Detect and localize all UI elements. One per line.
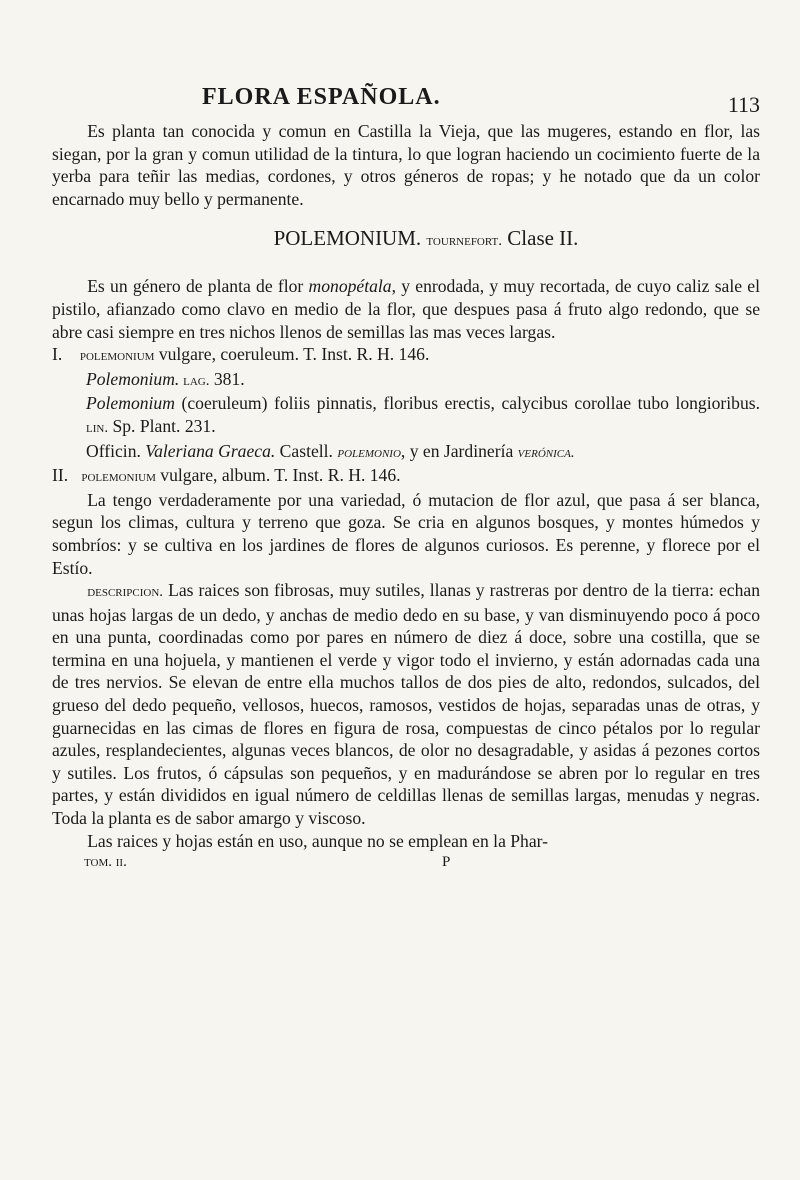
italic-term: monopétala <box>308 276 392 297</box>
entry-number: II. <box>52 465 69 486</box>
vernacular-line <box>52 440 760 465</box>
page-header <box>52 84 760 120</box>
paragraph-variety: La tengo verdaderamente por una variedad, ó mutacion de flor azul, que pasa á ser blanca, segun los climas, cultura y terreno que goza. Se cria en algunos bosques, y montes húmedos y sombríos: y se cultiva en los jardines de flores de algunos curiosos. Es perenne, y florece por el Estío. <box>52 489 760 578</box>
signature-mark: P <box>442 854 451 871</box>
description-lead: descripcion. <box>87 584 164 601</box>
synonym-name: Polemonium <box>86 393 175 414</box>
text-run: Castell. <box>275 440 338 461</box>
text-run: Las raices son fibrosas, muy sutiles, llanas y rastreras por dentro de la tierra: echan unas hojas largas de un dedo, y anchas de medio dedo en su base, y van disminuyendo poco á poco en una punta, coordinadas como por pares en número de diez á doce, sobre una costilla, que se termina en una hojuela, y mantienen el verde y vigor todo el invierno, y están adornadas cada una de tres nervios. Se elevan de entre ella muchos tallos de dos pies de alto, redondos, sulcados, del grueso del dedo pequeño, vellosos, huecos, ramosos, vestidos de hojas, separadas unas de otras, y guarnecidas en las cimas de flores en figura de rosa, compuestas de cinco pétalos por lo regular azules, resplandecientes, algunas veces blancos, de olor no desagradable, y asidas á pezones cortos y sutiles. Los frutos, ó cápsulas son pequeños, y en madurándose se abren por lo regular en tres partes, y están divididos en igual número de celdillas llenas de semillas largas, menudas y negras. Toda la planta es de sabor amargo y viscoso. <box>52 580 760 829</box>
page-footer <box>52 854 760 880</box>
page-number: 113 <box>727 92 760 117</box>
running-head: FLORA ESPAÑOLA. <box>202 84 441 110</box>
synonym-line <box>52 368 760 393</box>
entry-reference: vulgare, album. T. Inst. R. H. 146. <box>155 465 401 486</box>
book-page <box>52 84 760 880</box>
entry-number: I. <box>52 344 63 365</box>
section-heading <box>92 226 760 251</box>
synonym-ref: Sp. Plant. 231. <box>108 415 216 436</box>
synonym-author: lin. <box>86 419 109 436</box>
paragraph-description <box>52 579 760 830</box>
italic-term: polemonio <box>337 444 401 461</box>
entry-genus: polemonium <box>81 469 156 486</box>
italic-term: verónica. <box>517 444 575 461</box>
synonym-text: (coeruleum) foliis pinnatis, floribus erectis, calycibus corollae tubo longioribus. <box>174 393 760 414</box>
synonym-name: Polemonium. <box>86 368 180 389</box>
genus-author: tournefort. <box>426 233 503 250</box>
entry-reference: vulgare, coeruleum. T. Inst. R. H. 146. <box>154 344 430 365</box>
text-run: Es un género de planta de flor <box>87 276 309 297</box>
entry-heading <box>52 343 760 368</box>
text-run: Officin. <box>86 440 146 461</box>
text-run: , y enrodada, y muy recortada, de cuyo caliz sale el pistilo, afianzado como clavo en medio de la flor, que despues pasa á fruto algo redondo, que se abre casi siempre en tres nichos llenos de semillas las mas veces largas. <box>52 276 760 342</box>
entry-genus: polemonium <box>79 348 155 365</box>
class-label: Clase II. <box>507 226 579 251</box>
species-entry-1 <box>52 343 760 464</box>
italic-term: Valeriana Graeca. <box>145 440 276 461</box>
synonym-line <box>52 392 760 439</box>
paragraph-1: Es planta tan conocida y comun en Castilla la Vieja, que las mugeres, estando en flor, las siegan, por la gran y comun utilidad de la tintura, lo que logran haciendo un cocimiento fuerte de la yerba para teñir las medias, cordones, y otros géneros de ropas; y he notado que da un color encarnado muy bello y permanente. <box>52 121 760 209</box>
synonym-ref: 381. <box>209 368 245 389</box>
volume-mark: tom. ii. <box>84 854 127 871</box>
synonym-author: lag. <box>179 372 210 389</box>
genus-description <box>52 275 760 343</box>
paragraph-uses: Las raices y hojas están en uso, aunque no se emplean en la Phar- <box>87 830 549 851</box>
text-run: , y en Jardinería <box>400 440 518 461</box>
species-entry-2 <box>52 464 760 489</box>
genus-name: POLEMONIUM. <box>273 226 422 251</box>
